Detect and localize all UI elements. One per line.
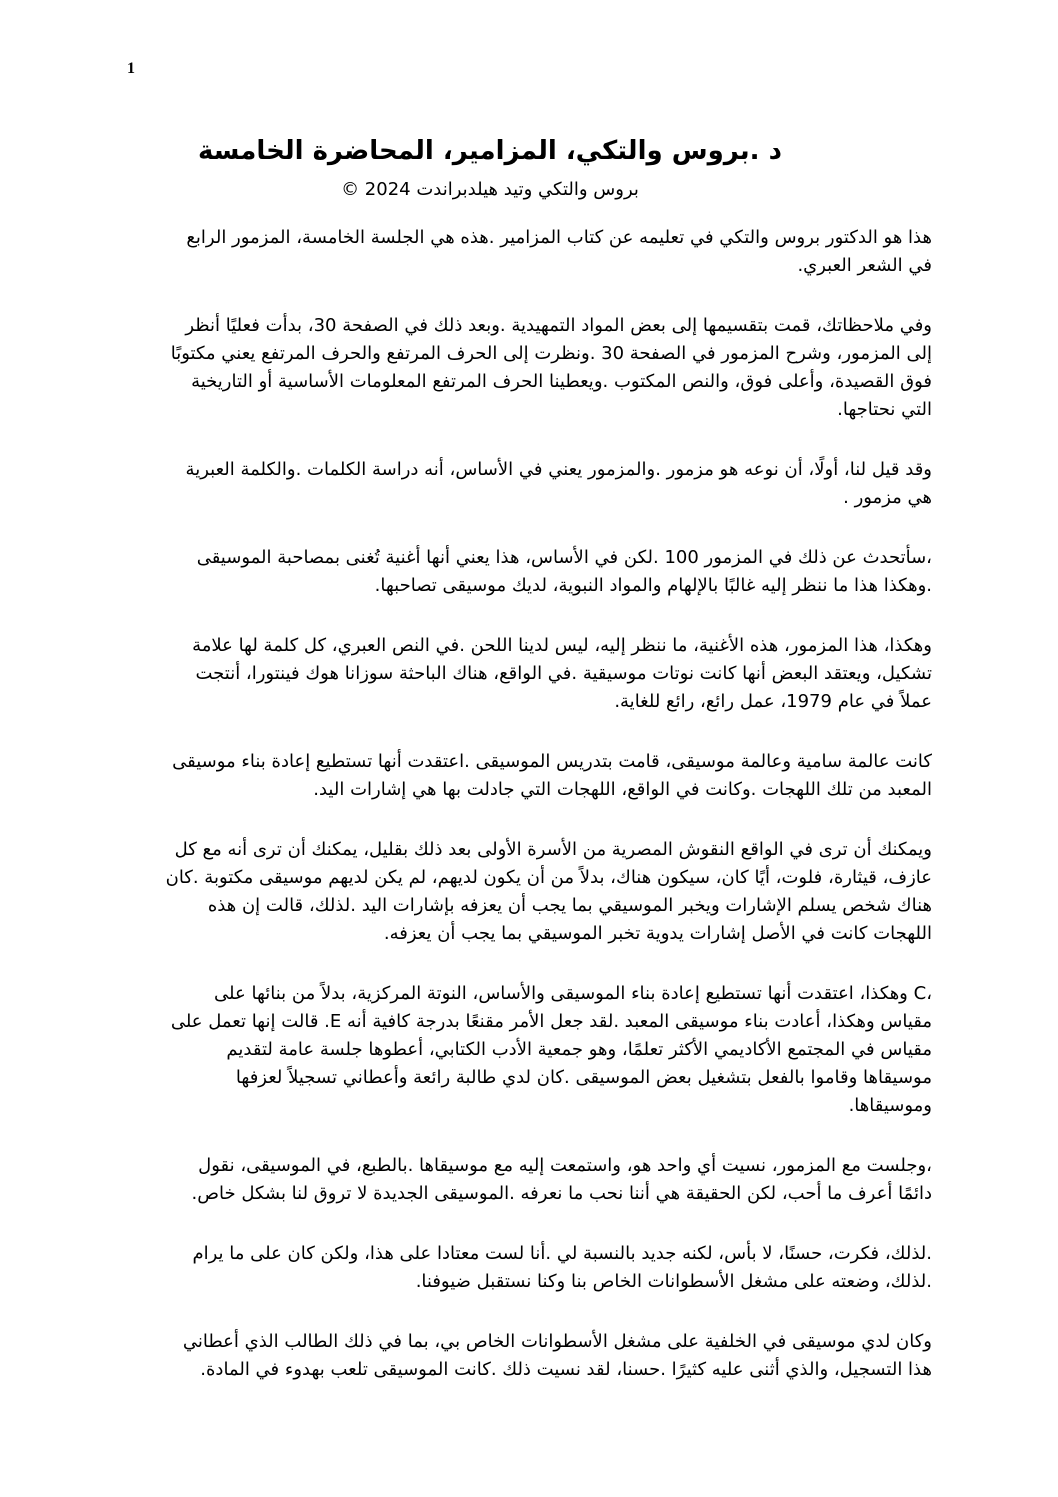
document-body [160,224,932,1416]
paragraph: كانت عالمة سامية وعالمة موسيقى، قامت بتدريس الموسيقى .اعتقدت أنها تستطيع إعادة بناء موسيقى المعبد من تلك اللهجات .وكانت في الواقع، اللهجات التي جادلت بها هي إشارات اليد. [172,751,932,800]
page-number: 1 [127,60,135,77]
paragraph: ،C وهكذا، اعتقدت أنها تستطيع إعادة بناء الموسيقى والأساس، النوتة المركزية، بدلاً من بنائها على مقياس وهكذا، أعادت بناء موسيقى المعبد .لقد جعل الأمر مقنعًا بدرجة كافية أنه E. قالت إنها تعمل على مقياس في المجتمع الأكاديمي الأكثر تعلمًا، وهو جمعية الأدب الكتابي، أعطوها جلسة عامة لتقديم موسيقاها وقاموا بالفعل بتشغيل بعض الموسيقى .كان لدي طالبة رائعة وأعطاني تسجيلاً لعزفها وموسيقاها. [170,983,932,1116]
paragraph: وكان لدي موسيقى في الخلفية على مشغل الأسطوانات الخاص بي، بما في ذلك الطالب الذي أعطاني هذا التسجيل، والذي أثنى عليه كثيرًا .حسنا، لقد نسيت ذلك .كانت الموسيقى تلعب بهدوء في المادة. [182,1331,932,1380]
paragraph: وفي ملاحظاتك، قمت بتقسيمها إلى بعض المواد التمهيدية .وبعد ذلك في الصفحة 30، بدأت فعليًا أنظر إلى المزمور، وشرح المزمور في الصفحة 30 .ونظرت إلى الحرف المرتفع والحرف المرتفع يعني مكتوبًا فوق القصيدة، وأعلى فوق، والنص المكتوب .ويعطينا الحرف المرتفع المعلومات الأساسية أو التاريخية التي نحتاجها. [170,315,932,420]
paragraph: .لذلك، فكرت، حسنًا، لا بأس، لكنه جديد بالنسبة لي .أنا لست معتادا على هذا، ولكن كان على ما يرام .لذلك، وضعته على مشغل الأسطوانات الخاص بنا وكنا نستقبل ضيوفنا. [192,1243,932,1292]
document-title: د .بروس والتكي، المزامير، المحاضرة الخامسة [198,136,782,166]
paragraph: ويمكنك أن ترى في الواقع النقوش المصرية من الأسرة الأولى بعد ذلك بقليل، يمكنك أن ترى أنه مع كل عازف، قيثارة، فلوت، أيًا كان، سيكون هناك، بدلاً من أن يكون لديهم، لم يكن لديهم موسيقى مكتوبة .كان هناك شخص يسلم الإشارات ويخبر الموسيقي بما يجب أن يعزفه بإشارات اليد .لذلك، قالت إن هذه اللهجات كانت في الأصل إشارات يدوية تخبر الموسيقي بما يجب أن يعزفه. [165,839,932,944]
document-subtitle: بروس والتكي وتيد هيلدبراندت 2024 © [341,179,639,200]
paragraph: وقد قيل لنا، أولًا، أن نوعه هو مزمور .والمزمور يعني في الأساس، أنه دراسة الكلمات .والكلمة العبرية هي مزمور . [185,459,932,508]
paragraph: هذا هو الدكتور بروس والتكي في تعليمه عن كتاب المزامير .هذه هي الجلسة الخامسة، المزمور الرابع في الشعر العبري. [186,227,932,276]
paragraph: ،وجلست مع المزمور، نسيت أي واحد هو، واستمعت إليه مع موسيقاها .بالطبع، في الموسيقى، نقول دائمًا أعرف ما أحب، لكن الحقيقة هي أننا نحب ما نعرفه .الموسيقى الجديدة لا تروق لنا بشكل خاص. [191,1155,932,1204]
paragraph: وهكذا، هذا المزمور، هذه الأغنية، ما ننظر إليه، ليس لدينا اللحن .في النص العبري، كل كلمة لها علامة تشكيل، ويعتقد البعض أنها كانت نوتات موسيقية .في الواقع، هناك الباحثة سوزانا هوك فينتورا، أنتجت عملاً في عام 1979، عمل رائع، رائع للغاية. [192,635,932,712]
paragraph: ،سأتحدث عن ذلك في المزمور 100 .لكن في الأساس، هذا يعني أنها أغنية تُغنى بمصاحبة الموسيقى .وهكذا هذا ما ننظر إليه غالبًا بالإلهام والمواد النبوية، لديك موسيقى تصاحبها. [196,547,932,596]
